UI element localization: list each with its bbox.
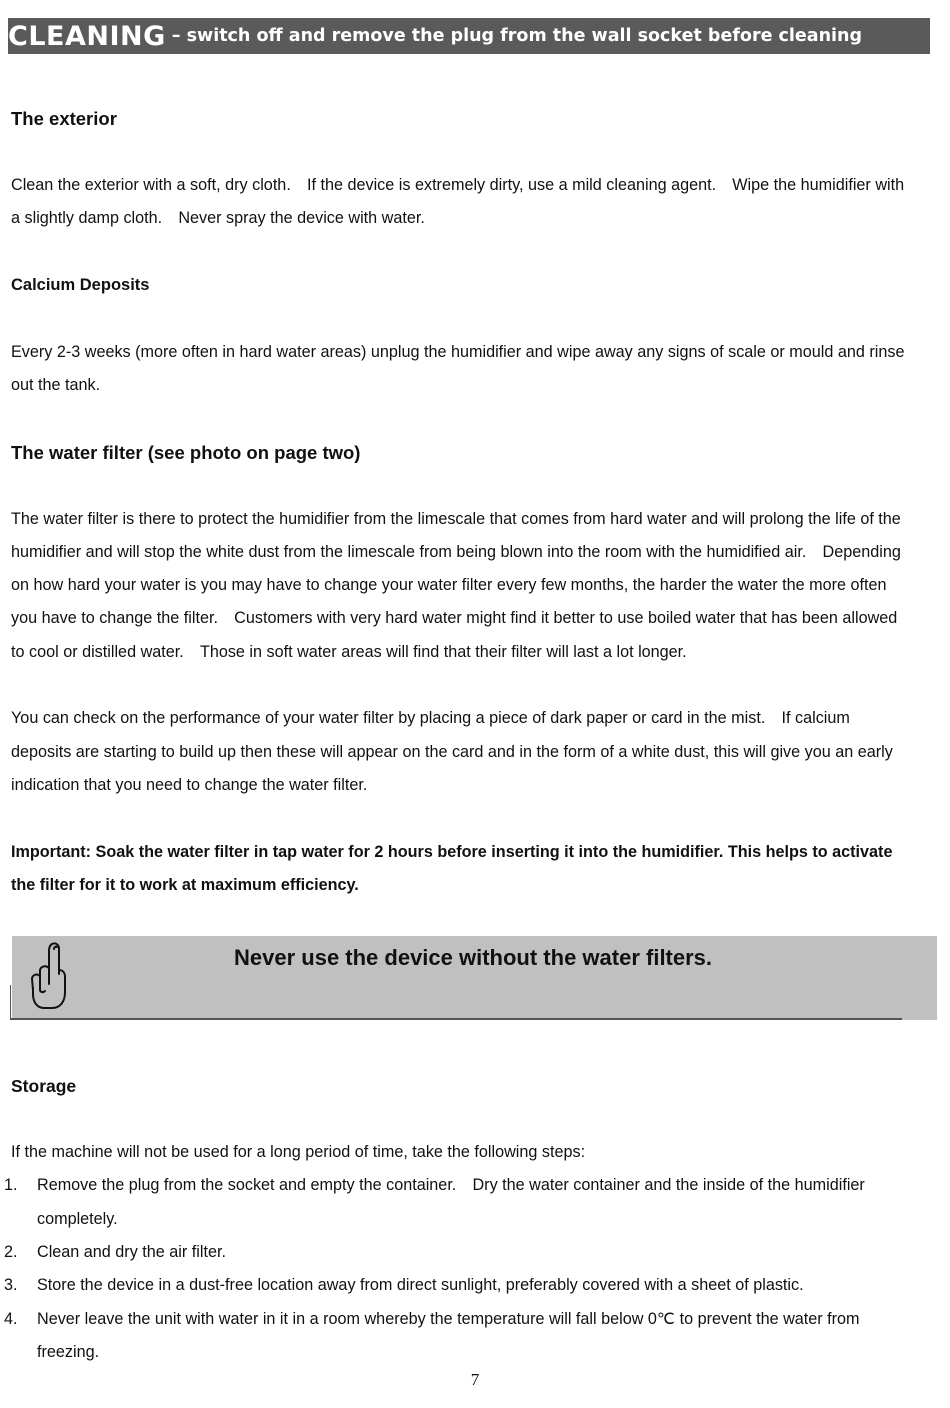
warning-box-underline [10,1018,902,1020]
filter-line: The water filter is there to protect the humidifier from the limescale that comes from hard water and will prolong the life of the [11,510,901,528]
step-text: Never leave the unit with water in it in a room whereby the temperature will fall below 0℃ to prevent the water from [37,1310,860,1328]
step-text: Remove the plug from the socket and empty the container. Dry the water container and the inside of the humidifier [37,1176,865,1194]
heading-exterior: The exterior [11,108,117,129]
step-number: 1. [4,1176,18,1194]
filter-check-line: indication that you need to change the water filter. [11,776,368,794]
step-number: 4. [4,1310,18,1328]
exterior-line: Clean the exterior with a soft, dry cloth. If the device is extremely dirty, use a mild cleaning agent. Wipe the humidifier with [11,176,905,194]
warning-text: Never use the device without the water filters. [234,945,713,970]
important-note-line: the filter for it to work at maximum efficiency. [11,876,359,894]
page-number: 7 [470,1370,480,1389]
filter-line: humidifier and will stop the white dust from the limescale from being blown into the room with the humidified air. Depending [11,543,901,561]
step-text: Clean and dry the air filter. [37,1243,226,1261]
banner-title: CLEANING [8,20,166,52]
filter-check-line: deposits are starting to build up then these will appear on the card and in the form of a white dust, this will give you an early [11,743,893,761]
step-number: 2. [4,1243,18,1261]
filter-line: you have to change the filter. Customers with very hard water might find it better to use boiled water that has been allowed [11,609,898,627]
filter-line: on how hard your water is you may have to change your water filter every few months, the harder the water the more often [11,576,887,594]
section-banner [8,18,930,54]
filter-line: to cool or distilled water. Those in soft water areas will find that their filter will last a lot longer. [11,643,687,661]
pointing-hand-icon [26,940,70,1017]
heading-water-filter: The water filter (see photo on page two) [11,442,361,463]
storage-intro: If the machine will not be used for a long period of time, take the following steps: [11,1143,586,1161]
warning-box-edge [10,985,11,1020]
step-text: freezing. [37,1343,100,1361]
banner-subtitle: – switch off and remove the plug from the wall socket before cleaning [171,26,863,46]
important-note-line: Important: Soak the water filter in tap water for 2 hours before inserting it into the humidifier. This helps to activate [11,843,893,861]
exterior-line: a slightly damp cloth. Never spray the device with water. [11,209,425,227]
heading-storage: Storage [11,1076,77,1096]
step-text: Store the device in a dust-free location away from direct sunlight, preferably covered with a sheet of plastic. [37,1276,804,1294]
step-text: completely. [37,1210,118,1228]
calcium-line: Every 2-3 weeks (more often in hard water areas) unplug the humidifier and wipe away any signs of scale or mould and rinse [11,343,905,361]
calcium-line: out the tank. [11,376,101,394]
heading-calcium: Calcium Deposits [11,276,150,294]
filter-check-line: You can check on the performance of your water filter by placing a piece of dark paper or card in the mist. If calcium [11,709,850,727]
step-number: 3. [4,1276,18,1294]
